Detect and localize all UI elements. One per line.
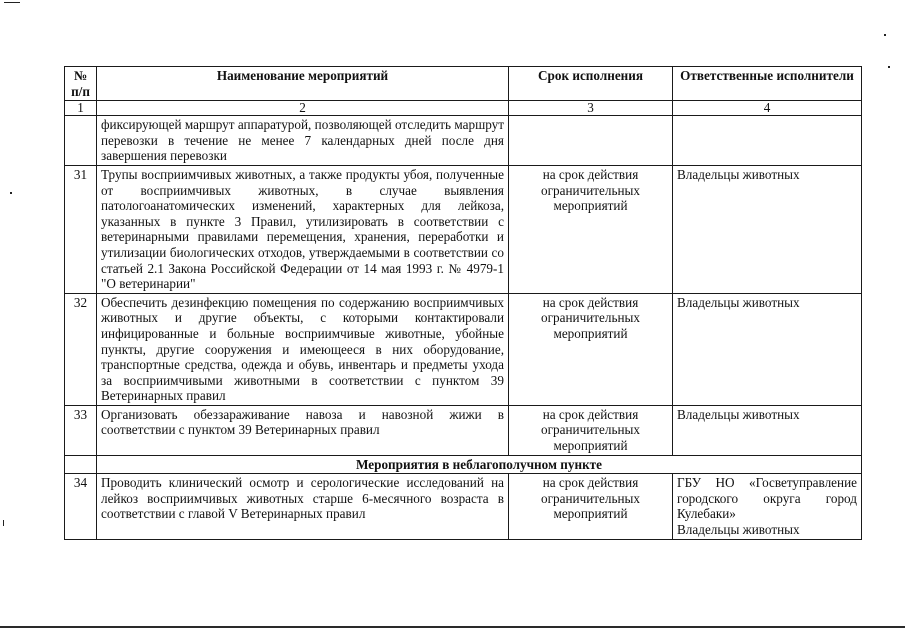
table-row xyxy=(65,293,862,405)
column-number-row xyxy=(65,101,862,116)
row-num: 31 xyxy=(65,165,97,293)
row-num xyxy=(65,116,97,166)
row-resp xyxy=(673,116,862,166)
header-row xyxy=(65,67,862,101)
scan-dot-right-2 xyxy=(888,66,890,68)
measures-table xyxy=(64,66,862,540)
resp-owners: Владельцы животных xyxy=(677,522,800,538)
header-resp: Ответственные исполнители xyxy=(673,67,862,101)
scan-mark-left-edge xyxy=(3,520,4,526)
row-num: 33 xyxy=(65,405,97,455)
row-term: на срок действия ограничительных мероприятий xyxy=(509,405,673,455)
row-num: 34 xyxy=(65,474,97,539)
table-row xyxy=(65,165,862,293)
resp-organization: ГБУ НО «Госветуправление городского округа город Кулебаки» xyxy=(677,475,857,522)
colnum-1: 1 xyxy=(65,101,97,116)
header-term: Срок исполнения xyxy=(509,67,673,101)
row-name: фиксирующей маршрут аппаратурой, позволяющей отследить маршрут перевозки в течение не менее 7 календарных дней после дня завершения перевозки xyxy=(97,116,509,166)
row-name: Проводить клинический осмотр и серологические исследований на лейкоз восприимчивых животных старше 6-месячного возраста в соответствии с главой V Ветеринарных правил xyxy=(97,474,509,539)
colnum-3: 3 xyxy=(509,101,673,116)
row-resp xyxy=(673,474,862,539)
bottom-rule xyxy=(0,626,905,628)
section-row xyxy=(65,455,862,474)
row-name: Обеспечить дезинфекцию помещения по содержанию восприимчивых животных и другие объекты, с которыми контактировали инфицированные и больные восприимчивые животные, убойные пункты, другие сооружения и имеющееся в них оборудование, транспортные средства, одежда и обувь, инвентарь и предметы ухода за восприимчивыми животными в соответствии с пунктом 39 Ветеринарных правил xyxy=(97,293,509,405)
header-name: Наименование мероприятий xyxy=(97,67,509,101)
row-num: 32 xyxy=(65,293,97,405)
header-num: № п/п xyxy=(65,67,97,101)
row-term: на срок действия ограничительных мероприятий xyxy=(509,293,673,405)
row-term: на срок действия ограничительных мероприятий xyxy=(509,474,673,539)
scan-mark-topleft xyxy=(4,2,20,3)
row-name: Организовать обеззараживание навоза и навозной жижи в соответствии с пунктом 39 Ветеринарных правил xyxy=(97,405,509,455)
row-resp: Владельцы животных xyxy=(673,293,862,405)
colnum-4: 4 xyxy=(673,101,862,116)
scan-dot-left xyxy=(10,192,12,194)
colnum-2: 2 xyxy=(97,101,509,116)
row-name: Трупы восприимчивых животных, а также продукты убоя, полученные от восприимчивых животных, в случае выявления патологоанатомических изменений, характерных для лейкоза, указанных в пункте 3 Правил, утилизировать в соответствии с ветеринарными правилами перемещения, хранения, переработки и утилизации биологических отходов, утверждаемыми в соответствии со статьей 2.1 Закона Российской Федерации от 14 мая 1993 г. № 4979-1 "О ветеринарии" xyxy=(97,165,509,293)
scan-dot-right-1 xyxy=(884,34,886,36)
row-resp: Владельцы животных xyxy=(673,405,862,455)
row-resp: Владельцы животных xyxy=(673,165,862,293)
section-empty-cell xyxy=(65,455,97,474)
section-title: Мероприятия в неблагополучном пункте xyxy=(97,455,862,474)
table-row xyxy=(65,405,862,455)
table-row xyxy=(65,474,862,539)
table-row xyxy=(65,116,862,166)
row-term xyxy=(509,116,673,166)
row-term: на срок действия ограничительных мероприятий xyxy=(509,165,673,293)
